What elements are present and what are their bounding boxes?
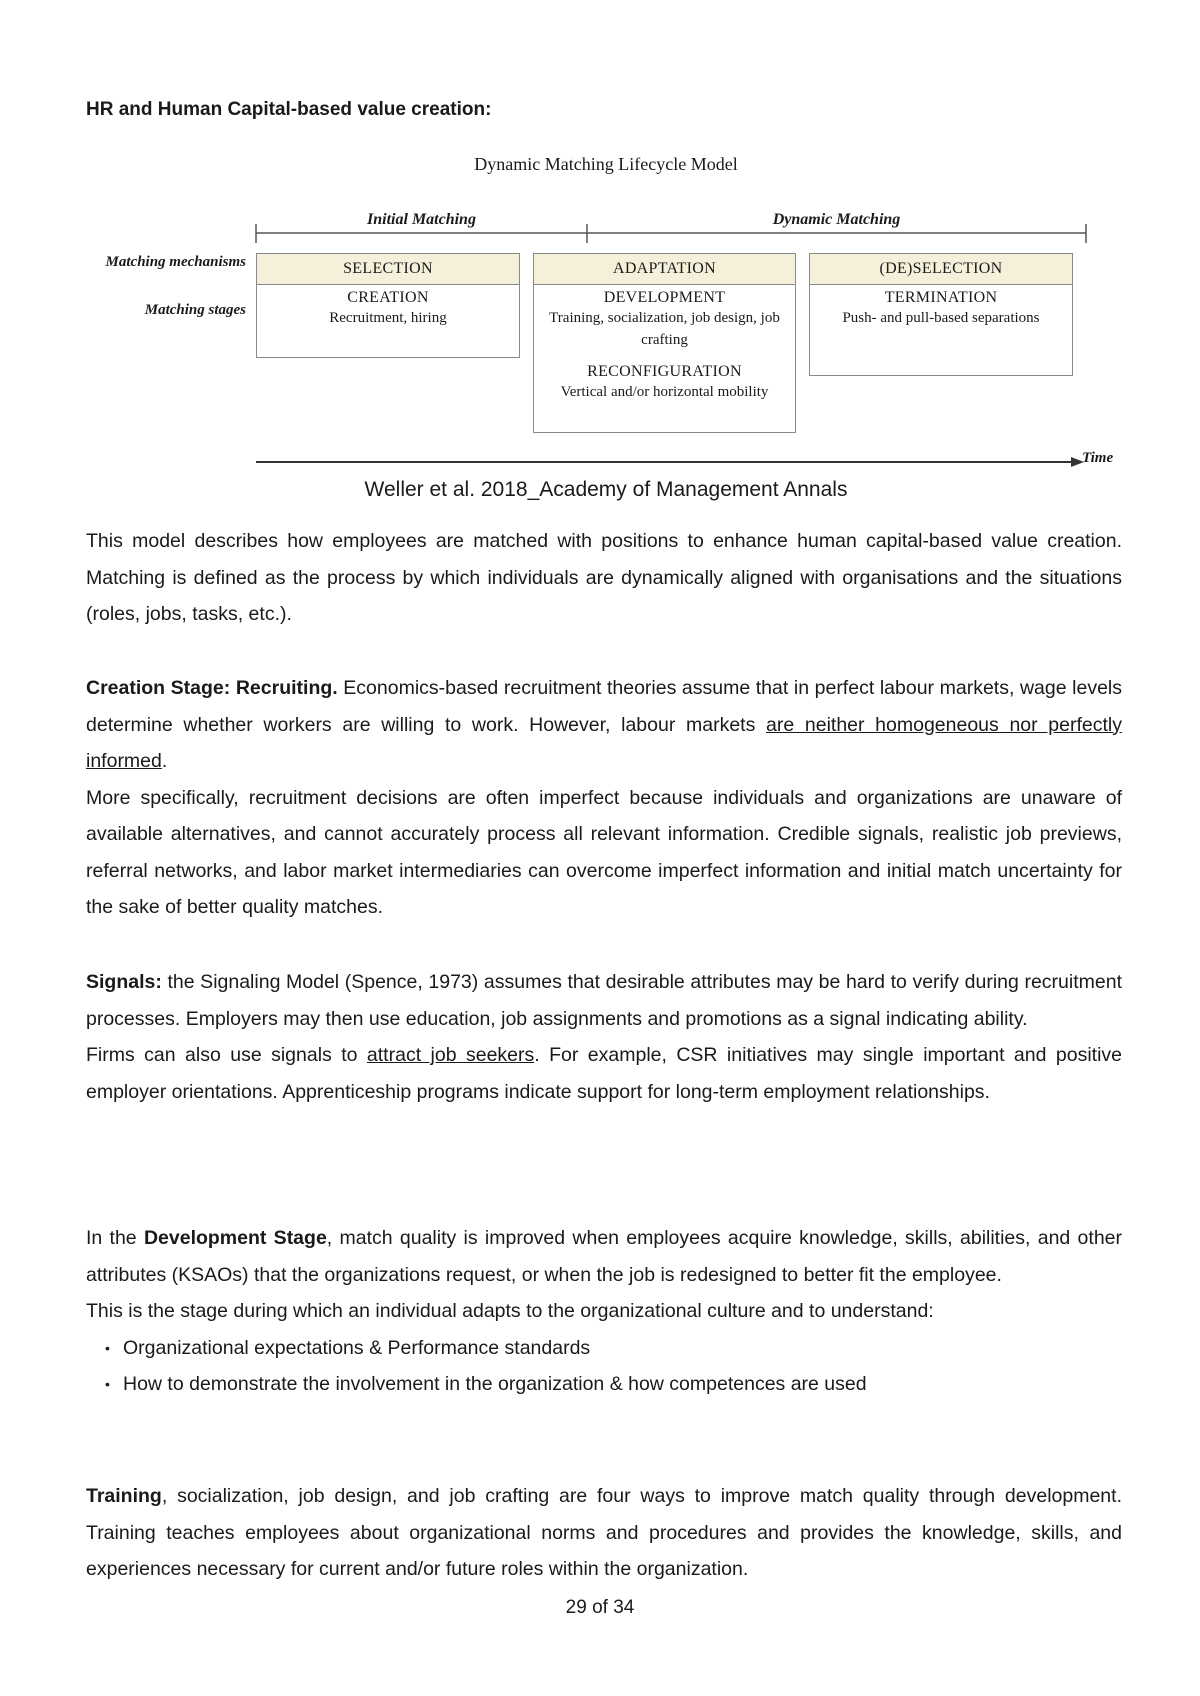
bullet-icon: •: [105, 1376, 110, 1392]
training-text: , socialization, job design, and job crafting are four ways to improve match quality through development. Training teaches employees about organizational norms and procedures and provides the knowledge, skills, and experiences necessary for current and/or future roles within the organization.: [86, 1485, 1122, 1580]
termination-stage: TERMINATION: [884, 289, 998, 306]
firms-text-end: . For example, CSR initiatives may single important and positive employer orientations. Apprenticeship programs indicate support for long-term employment relationships.: [86, 1044, 1122, 1103]
development-desc: Training, socialization, job design, job crafting: [549, 310, 780, 348]
dev-text-end: , match quality is improved when employees acquire knowledge, skills, abilities, and other attributes (KSAOs) that the organizations request, or when the job is redesigned to better fit the employee.: [86, 1227, 1122, 1286]
creation-heading: Creation Stage: Recruiting.: [86, 677, 338, 699]
creation-paragraph: [86, 670, 1122, 780]
termination-desc: Push- and pull-based separations: [842, 310, 1040, 326]
creation-desc: Recruitment, hiring: [329, 310, 447, 326]
intro-text: This model describes how employees are matched with positions to enhance human capital-based value creation. Matching is defined as the process by which individuals are dynamically aligned with organisations and the situations (roles, jobs, tasks, etc.).: [86, 530, 1122, 625]
creation-end: .: [161, 750, 168, 772]
signals-paragraph: [86, 964, 1122, 1037]
training-section: [86, 1478, 1122, 1588]
phase-dynamic-matching: Dynamic Matching: [772, 211, 901, 228]
signals-section: [86, 964, 1122, 1110]
creation-section: [86, 670, 1122, 926]
row-label-stages: Matching stages: [144, 302, 246, 318]
selection-head: SELECTION: [257, 254, 519, 285]
bullet-icon: •: [105, 1339, 110, 1356]
firms-paragraph: [86, 1037, 1122, 1110]
development-stage: DEVELOPMENT: [603, 289, 726, 306]
creation-stage: CREATION: [347, 289, 429, 306]
signals-text: the Signaling Model (Spence, 1973) assumes that desirable attributes may be hard to verify during recruitment processes. Employers may then use education, job assignments and promotions as a signal indicating ability.: [86, 971, 1122, 1030]
bullet-text: Organizational expectations & Performance standards: [123, 1336, 591, 1359]
firms-text-start: Firms can also use signals to: [86, 1044, 367, 1066]
deselection-head: (DE)SELECTION: [810, 254, 1072, 285]
specifically-paragraph: More specifically, recruitment decisions are often imperfect because individuals and organizations are unaware of available alternatives, and cannot accurately process all relevant information. Credible signals, realistic job previews, referral networks, and labor market intermediaries can overcome imperfect information and initial match uncertainty for the sake of better quality matches.: [86, 786, 1122, 918]
development-section: [86, 1220, 1122, 1403]
training-paragraph: [86, 1478, 1122, 1588]
reconfiguration-stage: RECONFIGURATION: [587, 363, 742, 380]
list-item: [86, 1330, 1122, 1367]
adaptation-box: [533, 253, 796, 433]
figure-caption: Weller et al. 2018_Academy of Management Annals: [364, 478, 848, 501]
creation-text: Economics-based recruitment theories assume that in perfect labour markets, wage levels determine whether workers are willing to work. However, labour markets: [86, 677, 1122, 736]
deselection-box: [809, 253, 1073, 376]
firms-underlined: attract job seekers: [366, 1044, 535, 1066]
bullet-text: How to demonstrate the involvement in the organization & how competences are used: [123, 1373, 867, 1395]
lifecycle-model-figure: [86, 148, 1126, 508]
adaptation-head: ADAPTATION: [534, 254, 795, 285]
figure-title: Dynamic Matching Lifecycle Model: [474, 154, 738, 174]
reconfiguration-desc: Vertical and/or horizontal mobility: [560, 384, 769, 400]
dev-heading: Development Stage: [143, 1227, 327, 1249]
development-bullets: [86, 1330, 1122, 1403]
phase-initial-matching: Initial Matching: [367, 211, 476, 228]
development-paragraph: [86, 1220, 1122, 1293]
dev-text-start: In the: [86, 1227, 144, 1249]
signals-heading: Signals:: [86, 971, 162, 993]
selection-box: [256, 253, 520, 358]
row-label-mechanisms: Matching mechanisms: [105, 254, 246, 270]
section-title: HR and Human Capital-based value creation:: [86, 99, 492, 120]
creation-underlined: are neither homogeneous nor perfectly informed: [86, 713, 1122, 772]
intro-paragraph: [86, 523, 1122, 633]
page-number: 29 of 34: [565, 1597, 635, 1618]
stage-intro-paragraph: This is the stage during which an individual adapts to the organizational culture and to understand:: [86, 1300, 934, 1322]
list-item: [86, 1366, 1122, 1403]
training-heading: Training: [86, 1485, 162, 1507]
time-label: Time: [1082, 450, 1114, 466]
